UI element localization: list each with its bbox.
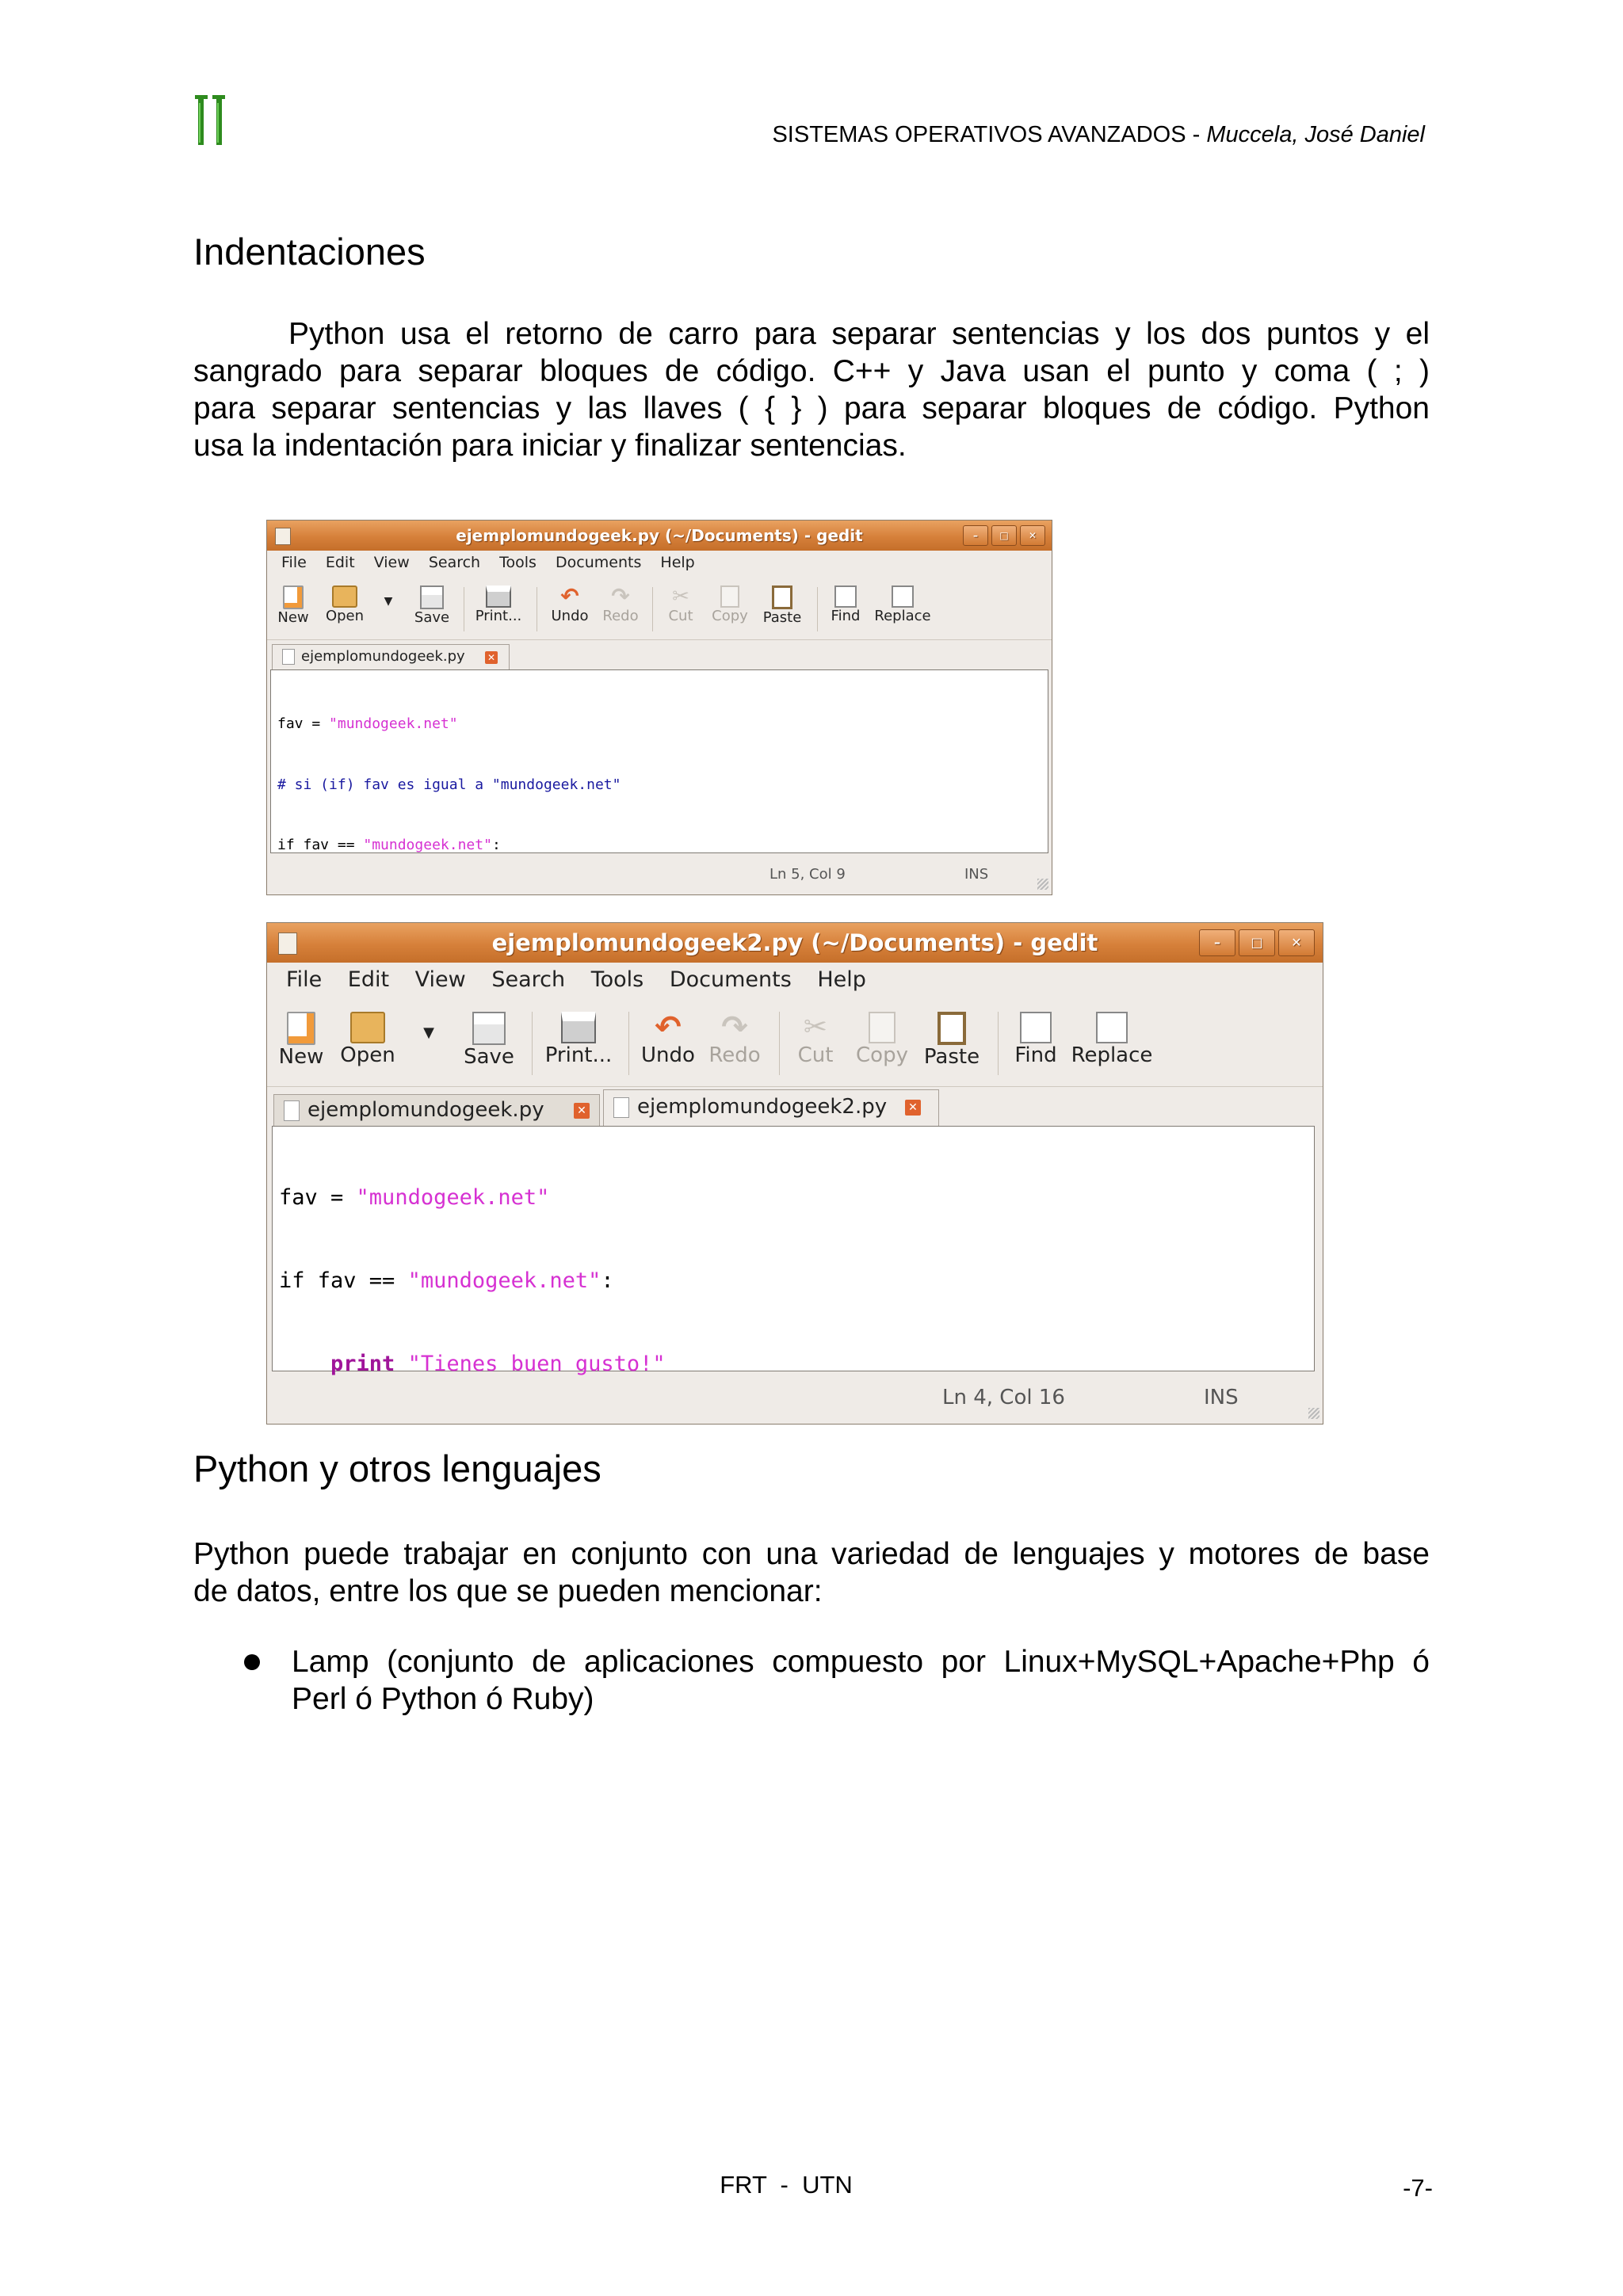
menubar — [267, 554, 1052, 578]
clipboard-icon — [938, 1012, 966, 1045]
clipboard-icon — [772, 585, 792, 609]
menubar — [267, 967, 1323, 999]
open-dropdown[interactable] — [419, 1024, 438, 1041]
menu-documents[interactable]: Documents — [669, 967, 792, 992]
code-text: : — [491, 837, 501, 853]
open-folder-icon — [332, 585, 357, 608]
undo-icon: ↶ — [655, 1009, 682, 1046]
find-button[interactable] — [1006, 1012, 1066, 1067]
cut-label: Cut — [797, 1043, 834, 1067]
copy-label: Copy — [712, 608, 748, 624]
save-button[interactable] — [408, 585, 456, 626]
app-icon — [275, 528, 291, 545]
toolbar-separator — [628, 1012, 629, 1075]
find-button[interactable] — [822, 585, 869, 624]
app-icon — [278, 933, 297, 955]
menu-tools[interactable]: Tools — [590, 967, 644, 992]
redo-button[interactable] — [705, 1009, 765, 1067]
undo-icon: ↶ — [560, 583, 579, 609]
undo-button[interactable] — [636, 1009, 700, 1067]
window-titlebar — [267, 521, 1052, 551]
window-titlebar — [267, 923, 1323, 963]
menu-documents[interactable]: Documents — [556, 554, 642, 571]
toolbar-separator — [652, 587, 653, 631]
minimize-button[interactable]: – — [1199, 929, 1235, 956]
tab-bar — [267, 643, 1052, 669]
print-label: Print... — [544, 1043, 613, 1067]
redo-label: Redo — [602, 608, 639, 624]
resize-grip[interactable] — [1308, 1408, 1319, 1419]
code-editor[interactable] — [270, 669, 1048, 853]
bullet-item-lamp — [292, 1643, 1430, 1718]
gedit-window-2 — [266, 922, 1323, 1425]
window-title: ejemplomundogeek.py (~/Documents) - gedit — [456, 526, 863, 545]
replace-icon — [1096, 1012, 1128, 1043]
menu-help[interactable]: Help — [817, 967, 866, 992]
code-line — [279, 1267, 1308, 1295]
bullet-dot — [244, 1654, 260, 1670]
undo-button[interactable] — [546, 585, 594, 624]
scissors-icon: ✂ — [672, 585, 689, 608]
window-controls — [963, 525, 1045, 546]
paragraph-line: de datos, entre los que se pueden mencionar: — [193, 1574, 823, 1608]
bullet-line: Lamp (conjunto de aplicaciones compuesto por Linux+MySQL+Apache+Php ó — [292, 1645, 1430, 1679]
menu-edit[interactable]: Edit — [347, 967, 390, 992]
menu-file[interactable]: File — [286, 967, 323, 992]
window-controls — [1199, 929, 1315, 956]
code-text: if fav == — [279, 1268, 408, 1293]
open-button[interactable] — [337, 1012, 399, 1067]
paragraph-line: para separar sentencias y las llaves ( { } ) para separar bloques de código. Python — [193, 391, 1430, 425]
new-button[interactable] — [272, 585, 315, 626]
find-icon — [1020, 1012, 1052, 1043]
redo-icon: ↷ — [611, 583, 630, 609]
paragraph-line: sangrado para separar bloques de código. C++ y Java usan el punto y coma ( ; ) — [193, 354, 1430, 388]
menu-edit[interactable]: Edit — [325, 554, 355, 571]
paragraph-python — [193, 1535, 1430, 1610]
cut-button[interactable] — [787, 1012, 844, 1067]
menu-view[interactable]: View — [373, 554, 410, 571]
save-label: Save — [414, 609, 450, 626]
code-string: "mundogeek.net" — [407, 1268, 601, 1293]
open-folder-icon — [350, 1012, 385, 1043]
menu-file[interactable]: File — [281, 554, 307, 571]
paragraph-line: Python puede trabajar en conjunto con una variedad de lenguajes y motores de base — [193, 1537, 1430, 1571]
code-line — [279, 1184, 1308, 1211]
menu-tools[interactable]: Tools — [499, 554, 537, 571]
find-icon — [834, 585, 857, 608]
open-label: Open — [325, 608, 365, 624]
document-icon — [282, 649, 295, 665]
section-title-indentaciones: Indentaciones — [193, 231, 426, 273]
close-tab-icon[interactable]: ✕ — [485, 651, 498, 664]
page-number: -7- — [1403, 2174, 1433, 2202]
tab-ejemplomundogeek[interactable] — [272, 644, 510, 669]
utn-logo — [193, 95, 227, 146]
tab-label: ejemplomundogeek.py — [307, 1098, 544, 1122]
code-string: "mundogeek.net" — [356, 1185, 550, 1210]
tab-ejemplomundogeek2[interactable] — [603, 1089, 939, 1126]
open-button[interactable] — [321, 585, 369, 624]
code-string: "mundogeek.net" — [363, 837, 492, 853]
close-button[interactable]: ✕ — [1278, 929, 1315, 956]
code-comment: # si (if) fav es igual a "mundogeek.net" — [277, 776, 621, 793]
printer-icon — [561, 1012, 596, 1043]
resize-grip[interactable] — [1037, 879, 1048, 890]
toolbar-separator — [532, 1012, 533, 1075]
new-label: New — [277, 609, 309, 626]
new-button[interactable] — [273, 1012, 329, 1069]
redo-icon: ↷ — [721, 1009, 748, 1046]
bullet-line: Perl ó Python ó Ruby) — [292, 1682, 594, 1716]
code-line — [277, 835, 1041, 856]
insert-mode: INS — [964, 866, 989, 883]
code-text: fav = — [277, 715, 330, 732]
insert-mode: INS — [1204, 1386, 1239, 1409]
section-title-python-otros-lenguajes: Python y otros lenguajes — [193, 1447, 601, 1489]
minimize-button[interactable]: – — [963, 525, 988, 546]
close-tab-icon[interactable]: ✕ — [574, 1103, 590, 1119]
new-icon — [287, 1012, 315, 1045]
code-line — [277, 775, 1041, 795]
copy-button[interactable] — [706, 585, 754, 624]
window-title: ejemplomundogeek2.py (~/Documents) - gedit — [491, 929, 1098, 956]
close-button[interactable]: ✕ — [1020, 525, 1045, 546]
scissors-icon: ✂ — [803, 1011, 828, 1043]
copy-label: Copy — [856, 1043, 908, 1067]
running-header — [772, 122, 1425, 148]
gedit-window-1 — [266, 520, 1052, 895]
close-tab-icon[interactable]: ✕ — [905, 1100, 921, 1116]
save-button[interactable] — [457, 1012, 521, 1069]
open-label: Open — [340, 1043, 395, 1067]
replace-button[interactable] — [871, 585, 934, 624]
maximize-button[interactable]: □ — [1239, 929, 1275, 956]
menu-help[interactable]: Help — [660, 554, 695, 571]
code-string: "mundogeek.net" — [329, 715, 458, 732]
tab-ejemplomundogeek[interactable] — [273, 1094, 600, 1126]
find-label: Find — [831, 608, 861, 624]
replace-icon — [892, 585, 914, 608]
code-text: : — [601, 1268, 614, 1293]
paste-label: Paste — [762, 609, 802, 626]
toolbar-separator — [779, 1012, 780, 1075]
paste-label: Paste — [923, 1045, 980, 1069]
new-label: New — [278, 1045, 324, 1069]
code-text: fav = — [279, 1185, 357, 1210]
cut-label: Cut — [668, 608, 693, 624]
footer-institution: FRT - UTN — [720, 2171, 853, 2199]
redo-button[interactable] — [597, 585, 644, 624]
code-string: "Tienes buen gusto!" — [395, 1352, 666, 1376]
code-line — [277, 714, 1041, 734]
undo-label: Undo — [551, 608, 589, 624]
document-icon — [613, 1097, 629, 1118]
undo-label: Undo — [641, 1043, 695, 1067]
redo-label: Redo — [708, 1043, 761, 1067]
toolbar-separator — [998, 1012, 999, 1075]
code-text: if fav == — [277, 837, 364, 853]
code-editor[interactable] — [272, 1126, 1315, 1376]
paste-button[interactable] — [757, 585, 808, 626]
tab-bar — [267, 1089, 1323, 1126]
printer-icon — [486, 585, 511, 608]
toolbar — [267, 581, 1052, 640]
save-label: Save — [464, 1045, 514, 1069]
paragraph-indentaciones — [193, 315, 1430, 464]
copy-icon — [720, 585, 739, 608]
statusbar — [267, 1375, 1323, 1422]
toolbar-separator — [817, 587, 818, 631]
new-icon — [283, 585, 304, 609]
code-keyword: print — [279, 1352, 395, 1376]
paragraph-line: usa la indentación para iniciar y finalizar sentencias. — [193, 429, 907, 463]
menu-view[interactable]: View — [414, 967, 466, 992]
copy-button[interactable] — [850, 1012, 914, 1067]
paste-button[interactable] — [917, 1012, 987, 1069]
print-button[interactable] — [540, 1012, 617, 1067]
paragraph-line: Python usa el retorno de carro para separar sentencias y los dos puntos y el — [288, 317, 1430, 351]
copy-icon — [869, 1012, 896, 1043]
save-icon — [420, 585, 444, 609]
find-label: Find — [1014, 1043, 1057, 1067]
replace-button[interactable] — [1069, 1012, 1155, 1067]
tab-label: ejemplomundogeek.py — [301, 648, 465, 665]
tab-label: ejemplomundogeek2.py — [637, 1095, 888, 1119]
replace-label: Replace — [1071, 1043, 1153, 1067]
course-name: SISTEMAS OPERATIVOS AVANZADOS - — [772, 122, 1207, 147]
toolbar — [267, 1004, 1323, 1087]
cursor-position: Ln 4, Col 16 — [942, 1386, 1065, 1409]
chevron-down-icon: ▼ — [423, 1024, 434, 1041]
menu-search[interactable]: Search — [491, 967, 566, 992]
maximize-button[interactable]: □ — [991, 525, 1017, 546]
save-icon — [472, 1012, 506, 1045]
menu-search[interactable]: Search — [428, 554, 481, 571]
cut-button[interactable] — [659, 585, 703, 624]
author-name: Muccela, José Daniel — [1206, 122, 1425, 147]
print-button[interactable] — [470, 585, 527, 624]
open-dropdown[interactable] — [381, 595, 395, 608]
chevron-down-icon: ▼ — [384, 595, 393, 608]
code-line — [279, 1350, 1308, 1378]
document-icon — [284, 1100, 300, 1121]
statusbar — [267, 856, 1052, 893]
cursor-position: Ln 5, Col 9 — [769, 866, 846, 883]
print-label: Print... — [475, 608, 522, 624]
replace-label: Replace — [874, 608, 931, 624]
